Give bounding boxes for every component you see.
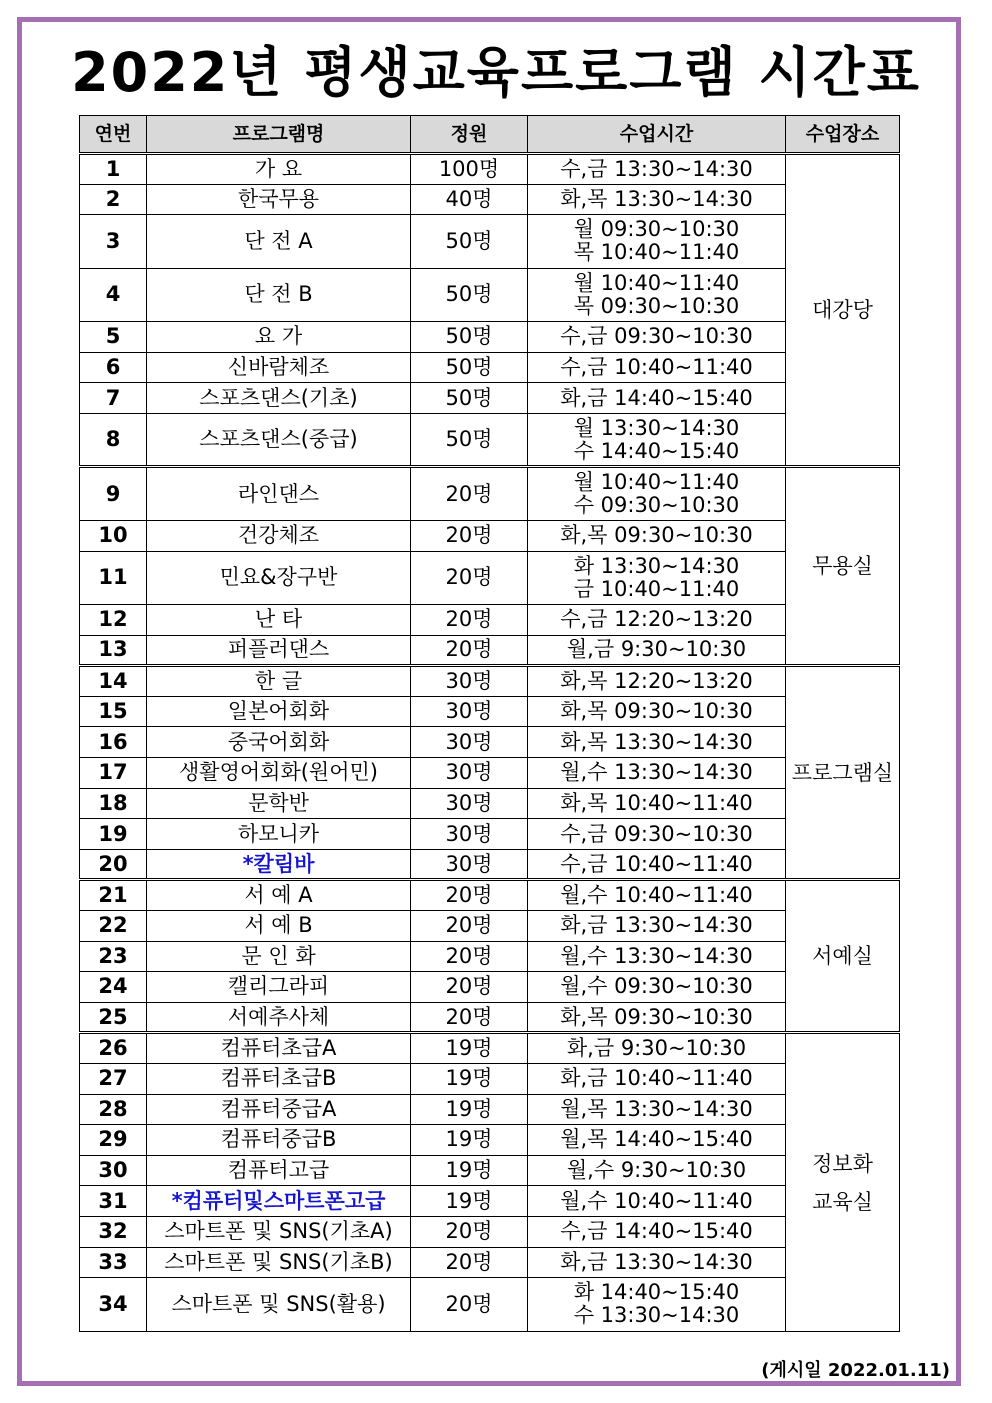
row-number: 32 [80, 1216, 147, 1247]
row-number: 6 [80, 352, 147, 383]
table-row [80, 1033, 900, 1064]
class-time [528, 352, 786, 383]
class-time [528, 1094, 786, 1125]
class-time-line: 월,수 10:40~11:40 [560, 883, 753, 908]
class-time-line: 화,금 14:40~15:40 [560, 385, 753, 410]
capacity: 19명 [411, 1186, 528, 1217]
header-time: 수업시간 [528, 116, 786, 154]
class-time [528, 1186, 786, 1217]
class-time [528, 413, 786, 467]
program-name: 중국어회화 [147, 727, 411, 758]
capacity: 30명 [411, 666, 528, 697]
class-time [528, 849, 786, 880]
row-number: 11 [80, 551, 147, 605]
class-time-line: 화 13:30~14:30 [573, 553, 740, 578]
program-name: 문학반 [147, 788, 411, 819]
class-time [528, 383, 786, 414]
header-program: 프로그램명 [147, 116, 411, 154]
table-row [80, 215, 900, 269]
program-name: 컴퓨터중급B [147, 1125, 411, 1156]
program-name: 스포츠댄스(중급) [147, 413, 411, 467]
class-time-line: 월,목 14:40~15:40 [560, 1127, 753, 1152]
class-time-line: 수,금 09:30~10:30 [560, 821, 753, 846]
capacity: 20명 [411, 551, 528, 605]
program-name: 스포츠댄스(기초) [147, 383, 411, 414]
class-time [528, 880, 786, 911]
program-name: 서예추사체 [147, 1002, 411, 1033]
row-number: 20 [80, 849, 147, 880]
row-number: 3 [80, 215, 147, 269]
program-name: 컴퓨터고급 [147, 1155, 411, 1186]
capacity: 20명 [411, 880, 528, 911]
class-time [528, 911, 786, 942]
class-time-line: 수,금 14:40~15:40 [560, 1219, 753, 1244]
class-time [528, 635, 786, 666]
table-row [80, 184, 900, 215]
row-number: 7 [80, 383, 147, 414]
program-name: 건강체조 [147, 520, 411, 551]
capacity: 100명 [411, 154, 528, 185]
class-time-line: 수 14:40~15:40 [573, 438, 740, 463]
program-name: 단 전 A [147, 215, 411, 269]
class-time [528, 1216, 786, 1247]
row-number: 25 [80, 1002, 147, 1033]
table-row [80, 413, 900, 467]
row-number: 9 [80, 467, 147, 521]
program-name: 요 가 [147, 322, 411, 353]
row-number: 22 [80, 911, 147, 942]
table-row [80, 849, 900, 880]
class-time [528, 268, 786, 322]
table-row [80, 322, 900, 353]
class-time-line: 화,금 9:30~10:30 [566, 1036, 747, 1061]
capacity: 20명 [411, 911, 528, 942]
class-time-line: 월 10:40~11:40 [573, 470, 740, 495]
class-time-line: 수,금 13:30~14:30 [560, 156, 753, 181]
capacity: 20명 [411, 1216, 528, 1247]
program-name: 단 전 B [147, 268, 411, 322]
row-number: 21 [80, 880, 147, 911]
class-time-line: 화,금 10:40~11:40 [560, 1066, 753, 1091]
class-time-line: 월 13:30~14:30 [573, 415, 740, 440]
class-time-line: 월,수 9:30~10:30 [566, 1158, 747, 1183]
capacity: 20명 [411, 520, 528, 551]
header-num: 연번 [80, 116, 147, 154]
row-number: 13 [80, 635, 147, 666]
table-row [80, 1247, 900, 1278]
program-name: 신바람체조 [147, 352, 411, 383]
row-number: 31 [80, 1186, 147, 1217]
row-number: 16 [80, 727, 147, 758]
row-number: 12 [80, 605, 147, 636]
class-time [528, 1063, 786, 1094]
table-body [80, 154, 900, 1332]
class-time [528, 666, 786, 697]
class-time-line: 화,금 13:30~14:30 [560, 913, 753, 938]
capacity: 40명 [411, 184, 528, 215]
program-name: 한국무용 [147, 184, 411, 215]
class-time-line: 월,수 09:30~10:30 [560, 974, 753, 999]
class-place: 프로그램실 [786, 666, 900, 880]
class-time-line: 화,목 12:20~13:20 [560, 669, 753, 694]
table-row [80, 1155, 900, 1186]
class-time [528, 215, 786, 269]
capacity: 20명 [411, 1247, 528, 1278]
class-time-line: 화,금 13:30~14:30 [560, 1249, 753, 1274]
program-name: 컴퓨터초급B [147, 1063, 411, 1094]
class-time [528, 1002, 786, 1033]
row-number: 26 [80, 1033, 147, 1064]
class-time-line: 화,목 10:40~11:40 [560, 790, 753, 815]
row-number: 8 [80, 413, 147, 467]
program-name: 민요&장구반 [147, 551, 411, 605]
program-name: 서 예 B [147, 911, 411, 942]
program-name: 문 인 화 [147, 941, 411, 972]
class-time [528, 819, 786, 850]
class-time [528, 972, 786, 1003]
table-row [80, 696, 900, 727]
capacity: 30명 [411, 819, 528, 850]
capacity: 50명 [411, 268, 528, 322]
table-row [80, 1063, 900, 1094]
class-time-line: 화,목 09:30~10:30 [560, 1004, 753, 1029]
program-name: 서 예 A [147, 880, 411, 911]
class-time [528, 941, 786, 972]
capacity: 30명 [411, 758, 528, 789]
capacity: 19명 [411, 1063, 528, 1094]
capacity: 19명 [411, 1125, 528, 1156]
table-row [80, 268, 900, 322]
table-row [80, 911, 900, 942]
capacity: 19명 [411, 1094, 528, 1125]
class-time [528, 727, 786, 758]
table-header-row [80, 116, 900, 154]
capacity: 30명 [411, 696, 528, 727]
table-row [80, 352, 900, 383]
class-time [528, 154, 786, 185]
class-place: 서예실 [786, 880, 900, 1033]
program-name: 생활영어회화(원어민) [147, 758, 411, 789]
schedule-table [79, 115, 900, 1332]
row-number: 24 [80, 972, 147, 1003]
class-time [528, 1125, 786, 1156]
capacity: 20명 [411, 605, 528, 636]
row-number: 4 [80, 268, 147, 322]
class-time-line: 월 10:40~11:40 [573, 270, 740, 295]
table-row [80, 1094, 900, 1125]
class-time-line: 수,금 10:40~11:40 [560, 851, 753, 876]
capacity: 20명 [411, 1278, 528, 1332]
table-row [80, 605, 900, 636]
class-time [528, 788, 786, 819]
table-row [80, 758, 900, 789]
class-time-line: 월,금 9:30~10:30 [566, 637, 747, 662]
class-time-line: 수,금 09:30~10:30 [560, 324, 753, 349]
class-time-line: 수,금 10:40~11:40 [560, 355, 753, 380]
capacity: 20명 [411, 941, 528, 972]
class-time-line: 화,목 13:30~14:30 [560, 729, 753, 754]
capacity: 20명 [411, 467, 528, 521]
class-time [528, 322, 786, 353]
page-title: 2022년 평생교육프로그램 시간표 [71, 41, 921, 104]
capacity: 20명 [411, 635, 528, 666]
class-time-line: 목 10:40~11:40 [573, 240, 740, 265]
capacity: 50명 [411, 322, 528, 353]
row-number: 2 [80, 184, 147, 215]
class-time-line: 금 10:40~11:40 [573, 576, 740, 601]
class-time-line: 목 09:30~10:30 [573, 293, 740, 318]
table-row [80, 788, 900, 819]
row-number: 15 [80, 696, 147, 727]
program-name: 난 타 [147, 605, 411, 636]
program-name: *컴퓨터및스마트폰고급 [147, 1186, 411, 1217]
program-name: 스마트폰 및 SNS(기초B) [147, 1247, 411, 1278]
class-time-line: 월,수 13:30~14:30 [560, 943, 753, 968]
class-place: 대강당 [786, 154, 900, 467]
class-time-line: 화 14:40~15:40 [573, 1280, 740, 1305]
program-name: 스마트폰 및 SNS(기초A) [147, 1216, 411, 1247]
capacity: 19명 [411, 1033, 528, 1064]
row-number: 27 [80, 1063, 147, 1094]
program-name: 컴퓨터초급A [147, 1033, 411, 1064]
row-number: 1 [80, 154, 147, 185]
class-time [528, 1155, 786, 1186]
table-row [80, 1125, 900, 1156]
row-number: 34 [80, 1278, 147, 1332]
class-time [528, 520, 786, 551]
table-row [80, 467, 900, 521]
row-number: 10 [80, 520, 147, 551]
class-place: 무용실 [786, 467, 900, 666]
capacity: 50명 [411, 413, 528, 467]
table-row [80, 1002, 900, 1033]
capacity: 20명 [411, 1002, 528, 1033]
program-name: 퍼플러댄스 [147, 635, 411, 666]
table-row [80, 1216, 900, 1247]
row-number: 19 [80, 819, 147, 850]
program-name: 한 글 [147, 666, 411, 697]
class-time-line: 수,금 12:20~13:20 [560, 607, 753, 632]
row-number: 18 [80, 788, 147, 819]
row-number: 29 [80, 1125, 147, 1156]
class-time [528, 184, 786, 215]
program-name: 캘리그라피 [147, 972, 411, 1003]
table-row [80, 520, 900, 551]
row-number: 23 [80, 941, 147, 972]
class-time [528, 696, 786, 727]
class-time [528, 551, 786, 605]
capacity: 30명 [411, 727, 528, 758]
class-time [528, 1278, 786, 1332]
capacity: 19명 [411, 1155, 528, 1186]
program-name: 라인댄스 [147, 467, 411, 521]
class-time [528, 1247, 786, 1278]
class-place: 정보화 교육실 [786, 1033, 900, 1331]
table-row [80, 154, 900, 185]
class-time-line: 수 09:30~10:30 [573, 493, 740, 518]
table-row [80, 551, 900, 605]
table-row [80, 727, 900, 758]
row-number: 5 [80, 322, 147, 353]
table-row [80, 1186, 900, 1217]
header-capacity: 정원 [411, 116, 528, 154]
table-row [80, 1278, 900, 1332]
row-number: 17 [80, 758, 147, 789]
row-number: 33 [80, 1247, 147, 1278]
program-name: 가 요 [147, 154, 411, 185]
class-time-line: 수 13:30~14:30 [573, 1303, 740, 1328]
class-time-line: 월,수 10:40~11:40 [560, 1188, 753, 1213]
program-name: 하모니카 [147, 819, 411, 850]
class-time [528, 758, 786, 789]
row-number: 30 [80, 1155, 147, 1186]
class-time-line: 월,수 13:30~14:30 [560, 760, 753, 785]
capacity: 20명 [411, 972, 528, 1003]
table-row [80, 635, 900, 666]
class-time [528, 1033, 786, 1064]
capacity: 50명 [411, 215, 528, 269]
row-number: 14 [80, 666, 147, 697]
program-name: 컴퓨터중급A [147, 1094, 411, 1125]
program-name: *칼림바 [147, 849, 411, 880]
program-name: 스마트폰 및 SNS(활용) [147, 1278, 411, 1332]
class-time [528, 605, 786, 636]
class-time-line: 월 09:30~10:30 [573, 217, 740, 242]
posting-date: (게시일 2022.01.11) [761, 1360, 950, 1381]
header-place: 수업장소 [786, 116, 900, 154]
capacity: 30명 [411, 788, 528, 819]
class-time-line: 월,목 13:30~14:30 [560, 1096, 753, 1121]
table-row [80, 941, 900, 972]
table-row [80, 880, 900, 911]
class-time [528, 467, 786, 521]
capacity: 30명 [411, 849, 528, 880]
class-time-line: 화,목 13:30~14:30 [560, 186, 753, 211]
table-row [80, 666, 900, 697]
capacity: 50명 [411, 352, 528, 383]
table-row [80, 972, 900, 1003]
table-row [80, 383, 900, 414]
class-time-line: 화,목 09:30~10:30 [560, 699, 753, 724]
capacity: 50명 [411, 383, 528, 414]
program-name: 일본어회화 [147, 696, 411, 727]
row-number: 28 [80, 1094, 147, 1125]
class-time-line: 화,목 09:30~10:30 [560, 523, 753, 548]
table-row [80, 819, 900, 850]
